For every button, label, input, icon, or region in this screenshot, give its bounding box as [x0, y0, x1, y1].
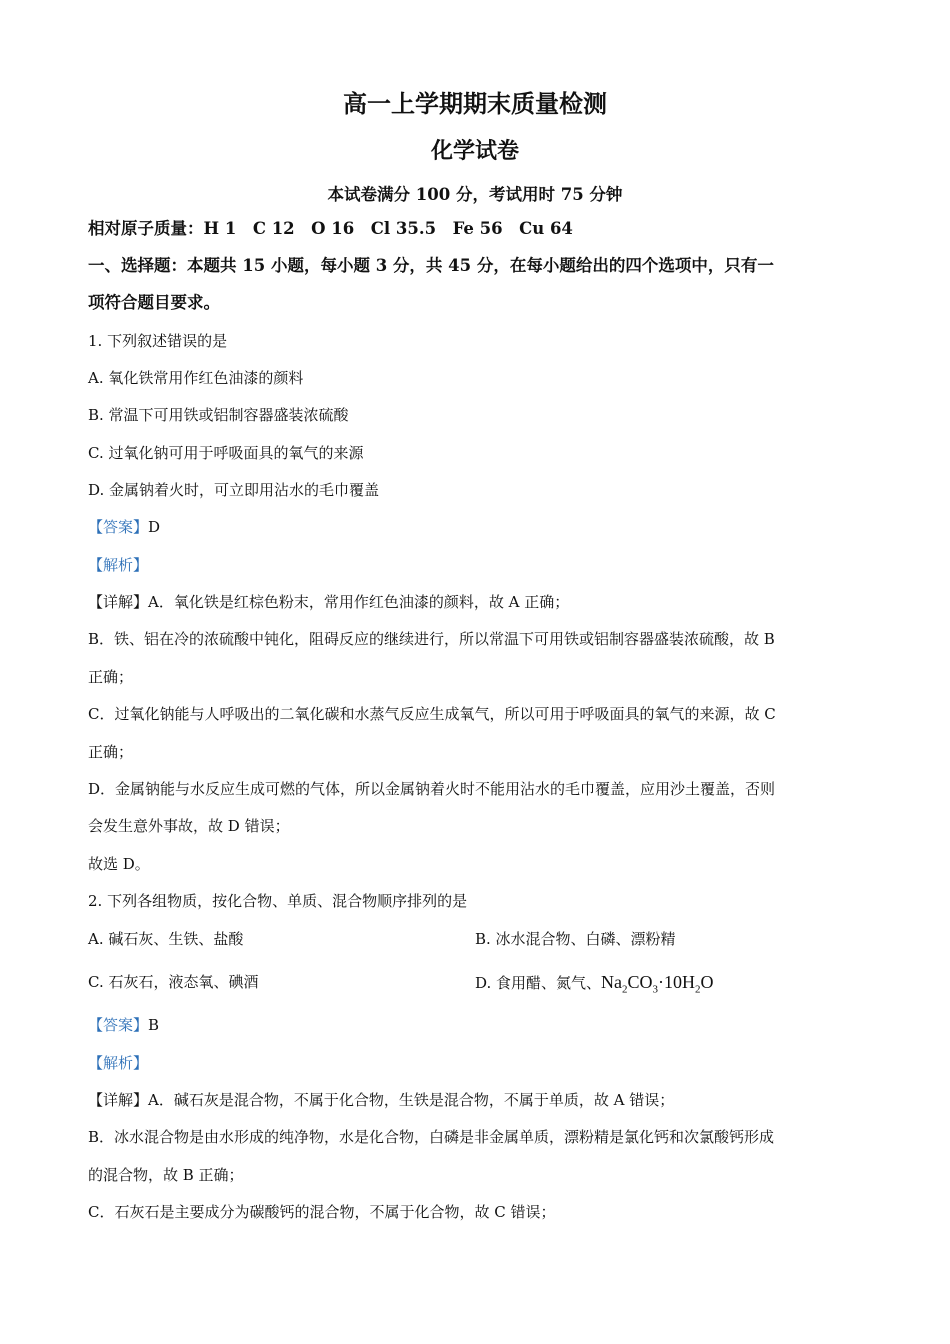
- detail-tag: 【详解】: [88, 1091, 149, 1109]
- q2-option-c: C. 石灰石，液态氧、碘酒: [88, 973, 259, 991]
- q1-option-c: C. 过氧化钠可用于呼吸面具的氧气的来源: [88, 444, 364, 462]
- exam-subtitle: 化学试卷: [430, 138, 519, 164]
- q1-option-a: A. 氧化铁常用作红色油漆的颜料: [88, 369, 304, 387]
- detail-tag: 【详解】: [88, 593, 149, 611]
- section-heading-line1: 一、选择题：本题共 15 小题，每小题 3 分，共 45 分，在每小题给出的四个选项中，只有一: [88, 256, 774, 275]
- answer-tag: 【答案】: [88, 1016, 149, 1034]
- q1-detail-a: 【详解】A．氧化铁是红棕色粉末，常用作红色油漆的颜料，故 A 正确；: [88, 593, 570, 611]
- q1-stem: 1. 下列叙述错误的是: [88, 332, 228, 350]
- q1-option-b: B. 常温下可用铁或铝制容器盛装浓硫酸: [88, 406, 349, 424]
- q1-detail-d-line2: 会发生意外事故，故 D 错误；: [88, 817, 290, 835]
- q1-detail-c-line2: 正确；: [88, 743, 134, 761]
- q2-answer: [88, 1014, 159, 1036]
- q2-detail-a: 【详解】A．碱石灰是混合物，不属于化合物，生铁是混合物，不属于单质，故 A 错误；: [88, 1091, 675, 1109]
- q1-detail-b-line1: B．铁、铝在冷的浓硫酸中钝化，阻碍反应的继续进行，所以常温下可用铁或铝制容器盛装浓硫酸，故 B: [88, 630, 775, 648]
- section-heading-line2: 项符合题目要求。: [88, 293, 220, 312]
- q2-detail-c: C．石灰石是主要成分为碳酸钙的混合物，不属于化合物，故 C 错误；: [88, 1203, 556, 1221]
- q1-analysis-tag: 【解析】: [88, 556, 149, 574]
- q2-detail-b-line1: B．冰水混合物是由水形成的纯净物，水是化合物，白磷是非金属单质，漂粉精是氯化钙和次氯酸钙形成: [88, 1128, 775, 1146]
- q1-answer: [88, 516, 160, 538]
- q2-option-b: B. 冰水混合物、白磷、漂粉精: [475, 930, 676, 948]
- atomic-mass-line: 相对原子质量：H 1 C 12 O 16 Cl 35.5 Fe 56 Cu 64: [88, 219, 573, 238]
- q1-option-d: D. 金属钠着火时，可立即用沾水的毛巾覆盖: [88, 481, 380, 499]
- exam-info: 本试卷满分 100 分，考试用时 75 分钟: [327, 185, 623, 204]
- q1-conclusion: 故选 D。: [88, 855, 150, 873]
- answer-value: D: [148, 518, 161, 536]
- q2-stem: 2. 下列各组物质，按化合物、单质、混合物顺序排列的是: [88, 892, 468, 910]
- q2-option-d: D. 食用醋、氮气、$Na_2CO_3\cdot 10H_2O$: [475, 972, 714, 996]
- answer-tag: 【答案】: [88, 518, 149, 536]
- exam-title: 高一上学期期末质量检测: [343, 89, 607, 118]
- q2-option-a: A. 碱石灰、生铁、盐酸: [88, 930, 244, 948]
- q1-detail-d-line1: D．金属钠能与水反应生成可燃的气体，所以金属钠着火时不能用沾水的毛巾覆盖，应用沙土覆盖，否则: [88, 780, 776, 798]
- answer-value: B: [148, 1016, 160, 1034]
- q2-detail-b-line2: 的混合物，故 B 正确；: [88, 1166, 244, 1184]
- q1-detail-b-line2: 正确；: [88, 668, 134, 686]
- q2-analysis-tag: 【解析】: [88, 1054, 149, 1072]
- chemical-formula: $Na_2CO_3\cdot 10H_2O$: [601, 972, 714, 996]
- q1-detail-c-line1: C．过氧化钠能与人呼吸出的二氧化碳和水蒸气反应生成氧气，所以可用于呼吸面具的氧气的来源，故 C: [88, 705, 776, 723]
